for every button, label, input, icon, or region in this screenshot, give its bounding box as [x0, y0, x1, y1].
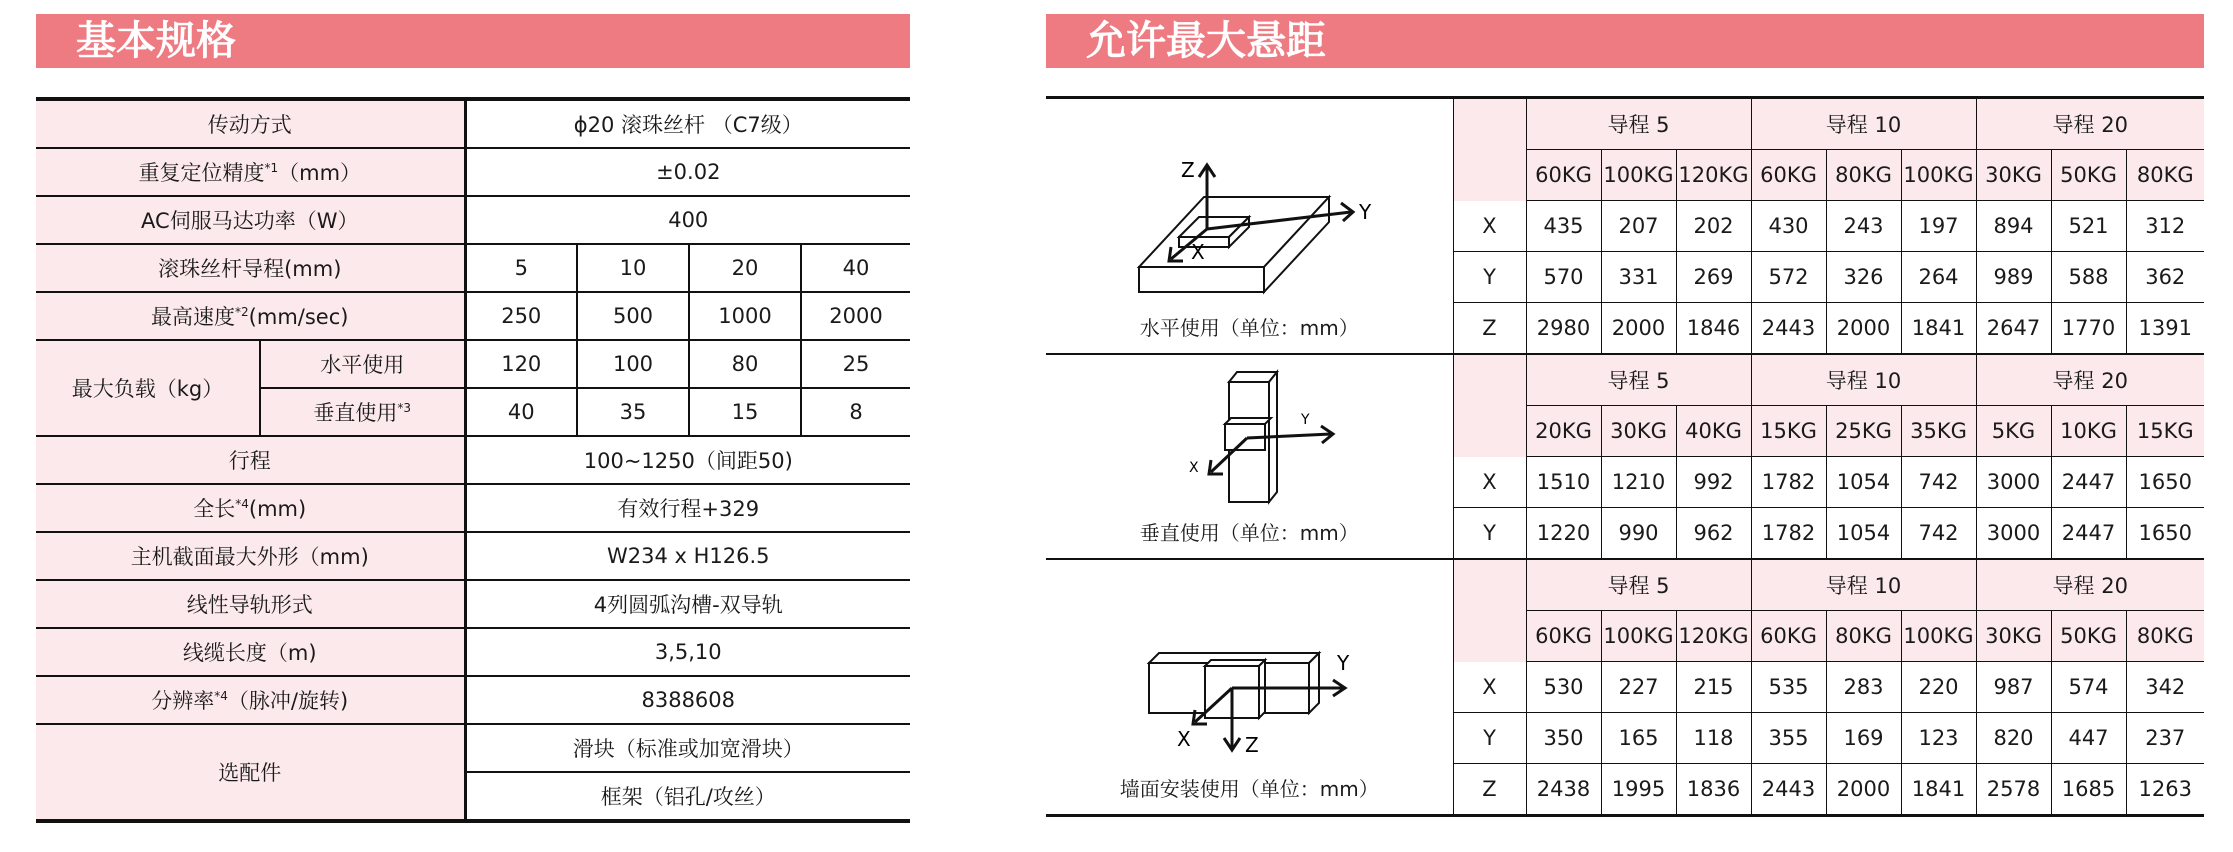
header-spacer	[1453, 559, 1526, 662]
spec-value: 1000	[689, 292, 801, 340]
spec-label-text: 重复定位精度	[138, 161, 265, 185]
value-cell: 1846	[1676, 303, 1751, 355]
spec-row-drive	[36, 99, 910, 148]
wall-lead-row	[1046, 559, 2204, 611]
wall-diagram-cell	[1046, 559, 1453, 816]
y-axis-label: Y	[1301, 412, 1310, 428]
value-cell: 312	[2126, 201, 2204, 252]
overhang-title-banner	[1046, 14, 2204, 68]
load-header: 100KG	[1901, 611, 1976, 662]
value-cell: 430	[1751, 201, 1826, 252]
footnote-mark: *4	[214, 689, 228, 703]
value-cell: 1685	[2051, 764, 2126, 816]
vertical-lead-row	[1046, 354, 2204, 406]
value-cell: 197	[1901, 201, 1976, 252]
value-cell: 283	[1826, 662, 1901, 713]
value-cell: 207	[1601, 201, 1676, 252]
value-cell: 243	[1826, 201, 1901, 252]
value-cell: 3000	[1976, 508, 2051, 560]
value-cell: 992	[1676, 457, 1751, 508]
value-cell: 1782	[1751, 457, 1826, 508]
spec-label: 线缆长度（m)	[36, 628, 465, 676]
spec-label-text: 最高速度	[151, 305, 236, 329]
value-cell: 1210	[1601, 457, 1676, 508]
value-cell: 987	[1976, 662, 2051, 713]
value-cell: 1841	[1901, 764, 1976, 816]
lead-header: 导程 20	[1976, 559, 2204, 611]
vertical-diagram-cell	[1046, 354, 1453, 559]
value-cell: 2443	[1751, 764, 1826, 816]
z-axis-label: Z	[1181, 158, 1195, 182]
value-cell: 2647	[1976, 303, 2051, 355]
spec-label	[36, 148, 465, 196]
spec-label: 线性导轨形式	[36, 580, 465, 628]
footnote-mark: *4	[235, 497, 249, 511]
value-cell: 588	[2051, 252, 2126, 303]
load-header: 100KG	[1901, 150, 1976, 201]
value-cell: 118	[1676, 713, 1751, 764]
value-cell: 521	[2051, 201, 2126, 252]
spec-value: 4列圆弧沟槽-双导轨	[465, 580, 910, 628]
axis-cell: Y	[1453, 713, 1526, 764]
spec-label-text: 全长	[193, 497, 236, 521]
spec-value: 250	[465, 292, 577, 340]
value-cell: 202	[1676, 201, 1751, 252]
lead-header: 导程 10	[1751, 98, 1976, 150]
lead-header: 导程 10	[1751, 354, 1976, 406]
value-cell: 1391	[2126, 303, 2204, 355]
value-cell: 1220	[1526, 508, 1601, 560]
spec-row-stroke	[36, 436, 910, 484]
load-header: 30KG	[1976, 611, 2051, 662]
spec-value: 20	[689, 244, 801, 292]
value-cell: 326	[1826, 252, 1901, 303]
axis-cell: Y	[1453, 508, 1526, 560]
axis-cell: Y	[1453, 252, 1526, 303]
value-cell: 2000	[1601, 303, 1676, 355]
load-header: 60KG	[1751, 611, 1826, 662]
value-cell: 331	[1601, 252, 1676, 303]
vertical-caption: 垂直使用（单位：mm）	[1139, 521, 1359, 545]
lead-header: 导程 5	[1526, 559, 1751, 611]
load-header: 35KG	[1901, 406, 1976, 457]
overhang-title: 允许最大悬距	[1086, 18, 1326, 64]
value-cell: 1995	[1601, 764, 1676, 816]
value-cell: 1836	[1676, 764, 1751, 816]
spec-value: 有效行程+329	[465, 484, 910, 532]
value-cell: 2980	[1526, 303, 1601, 355]
spec-value: 500	[577, 292, 689, 340]
load-header: 50KG	[2051, 611, 2126, 662]
x-axis-label: X	[1191, 240, 1205, 264]
value-cell: 570	[1526, 252, 1601, 303]
load-header: 10KG	[2051, 406, 2126, 457]
value-cell: 1782	[1751, 508, 1826, 560]
value-cell: 2000	[1826, 764, 1901, 816]
spec-value: ϕ20 滚珠丝杆 （C7级）	[465, 99, 910, 148]
spec-row-guide	[36, 580, 910, 628]
spec-label: 滚珠丝杆导程(mm)	[36, 244, 465, 292]
load-header: 80KG	[1826, 611, 1901, 662]
value-cell: 990	[1601, 508, 1676, 560]
spec-value: 5	[465, 244, 577, 292]
value-cell: 165	[1601, 713, 1676, 764]
value-cell: 169	[1826, 713, 1901, 764]
axis-cell: X	[1453, 457, 1526, 508]
spec-unit: (mm/sec)	[248, 305, 349, 329]
spec-value: 2000	[801, 292, 910, 340]
y-axis-label: Y	[1337, 651, 1350, 675]
value-cell: 1510	[1526, 457, 1601, 508]
spec-value: 框架（铝孔/攻丝）	[600, 785, 776, 809]
spec-table	[36, 97, 910, 823]
load-header: 120KG	[1676, 611, 1751, 662]
z-axis-label: Z	[1245, 733, 1259, 757]
value-cell: 123	[1901, 713, 1976, 764]
horizontal-lead-row	[1046, 98, 2204, 150]
y-axis-label: Y	[1359, 200, 1372, 224]
wall-diagram	[1119, 608, 1379, 768]
value-cell: 1054	[1826, 457, 1901, 508]
value-cell: 3000	[1976, 457, 2051, 508]
value-cell: 2000	[1826, 303, 1901, 355]
spec-row-lead	[36, 244, 910, 292]
spec-value: 40	[465, 388, 577, 436]
value-cell: 820	[1976, 713, 2051, 764]
x-axis-label: X	[1189, 460, 1199, 476]
spec-label: 主机截面最大外形（mm)	[36, 532, 465, 580]
load-header: 50KG	[2051, 150, 2126, 201]
load-header: 60KG	[1751, 150, 1826, 201]
spec-value: 100~1250（间距50)	[465, 436, 910, 484]
load-header: 30KG	[1976, 150, 2051, 201]
load-header: 60KG	[1526, 611, 1601, 662]
value-cell: 894	[1976, 201, 2051, 252]
lead-header: 导程 20	[1976, 354, 2204, 406]
spec-unit: （脉冲/旋转)	[227, 689, 349, 713]
value-cell: 989	[1976, 252, 2051, 303]
value-cell: 237	[2126, 713, 2204, 764]
spec-row-speed	[36, 292, 910, 340]
value-cell: 269	[1676, 252, 1751, 303]
value-cell: 447	[2051, 713, 2126, 764]
spec-row-cable	[36, 628, 910, 676]
load-header: 80KG	[2126, 150, 2204, 201]
spec-label	[36, 484, 465, 532]
footnote-mark: *2	[235, 305, 249, 319]
spec-value: W234 x H126.5	[465, 532, 910, 580]
spec-value: 120	[465, 340, 577, 388]
spec-label: 行程	[36, 436, 465, 484]
spec-value: 35	[577, 388, 689, 436]
spec-value: 80	[689, 340, 801, 388]
axis-cell: Z	[1453, 303, 1526, 355]
value-cell: 2447	[2051, 508, 2126, 560]
spec-label: 最大负载（kg）	[36, 340, 260, 436]
spec-value: 滑块（标准或加宽滑块）	[465, 724, 910, 772]
horizontal-diagram-cell	[1046, 98, 1453, 355]
header-spacer	[1453, 98, 1526, 201]
value-cell: 1770	[2051, 303, 2126, 355]
header-spacer	[1453, 354, 1526, 457]
spec-row-repeat	[36, 148, 910, 196]
spec-value: 100	[577, 340, 689, 388]
load-header: 120KG	[1676, 150, 1751, 201]
axis-cell: X	[1453, 201, 1526, 252]
spec-label-text: 分辨率	[151, 689, 215, 713]
load-header: 60KG	[1526, 150, 1601, 201]
spec-row-section	[36, 532, 910, 580]
load-header: 25KG	[1826, 406, 1901, 457]
spec-label: AC伺服马达功率（W）	[36, 196, 465, 244]
value-cell: 350	[1526, 713, 1601, 764]
value-cell: 215	[1676, 662, 1751, 713]
load-header: 80KG	[1826, 150, 1901, 201]
value-cell: 574	[2051, 662, 2126, 713]
spec-value: 25	[801, 340, 910, 388]
spec-label	[36, 292, 465, 340]
spec-row-motor	[36, 196, 910, 244]
load-header: 40KG	[1676, 406, 1751, 457]
x-axis-label: X	[1177, 727, 1191, 751]
load-header: 100KG	[1601, 150, 1676, 201]
footnote-mark: *3	[397, 401, 412, 415]
load-header: 15KG	[2126, 406, 2204, 457]
spec-row-resolution	[36, 676, 910, 724]
spec-value: 8	[801, 388, 910, 436]
spec-value: 10	[577, 244, 689, 292]
spec-value: 15	[689, 388, 801, 436]
spec-title-banner	[36, 14, 910, 68]
wall-caption: 墙面安装使用（单位：mm）	[1119, 777, 1379, 801]
value-cell: 572	[1751, 252, 1826, 303]
value-cell: 435	[1526, 201, 1601, 252]
value-cell: 742	[1901, 508, 1976, 560]
spec-value: 40	[801, 244, 910, 292]
value-cell: 362	[2126, 252, 2204, 303]
value-cell: 355	[1751, 713, 1826, 764]
load-header: 15KG	[1751, 406, 1826, 457]
spec-row-length	[36, 484, 910, 532]
footnote-mark: *1	[264, 161, 279, 175]
value-cell: 530	[1526, 662, 1601, 713]
spec-label	[36, 676, 465, 724]
value-cell: 1841	[1901, 303, 1976, 355]
spec-unit: （mm）	[278, 161, 362, 185]
load-header: 20KG	[1526, 406, 1601, 457]
spec-row-options-1	[36, 724, 910, 772]
spec-value: 8388608	[465, 676, 910, 724]
lead-header: 导程 5	[1526, 98, 1751, 150]
spec-unit: (mm)	[248, 497, 307, 521]
spec-label: 传动方式	[36, 99, 465, 148]
value-cell: 342	[2126, 662, 2204, 713]
load-header: 100KG	[1601, 611, 1676, 662]
value-cell: 1263	[2126, 764, 2204, 816]
value-cell: 227	[1601, 662, 1676, 713]
value-cell: 2447	[2051, 457, 2126, 508]
value-cell: 962	[1676, 508, 1751, 560]
overhang-table	[1046, 96, 2204, 817]
value-cell: 1650	[2126, 457, 2204, 508]
lead-header: 导程 10	[1751, 559, 1976, 611]
spec-label: 选配件	[36, 724, 465, 821]
value-cell: 1054	[1826, 508, 1901, 560]
value-cell: 1650	[2126, 508, 2204, 560]
value-cell: 264	[1901, 252, 1976, 303]
spec-row-load-horizontal	[36, 340, 910, 388]
value-cell: 742	[1901, 457, 1976, 508]
load-header: 80KG	[2126, 611, 2204, 662]
value-cell: 2443	[1751, 303, 1826, 355]
horizontal-caption: 水平使用（单位：mm）	[1139, 316, 1359, 340]
axis-cell: X	[1453, 662, 1526, 713]
spec-sublabel	[260, 388, 465, 436]
value-cell: 535	[1751, 662, 1826, 713]
value-cell: 2438	[1526, 764, 1601, 816]
axis-cell: Z	[1453, 764, 1526, 816]
value-cell: 220	[1901, 662, 1976, 713]
spec-value: ±0.02	[465, 148, 910, 196]
load-header: 30KG	[1601, 406, 1676, 457]
vertical-diagram	[1119, 362, 1379, 512]
lead-header: 导程 20	[1976, 98, 2204, 150]
spec-title: 基本规格	[76, 18, 236, 64]
spec-sublabel: 水平使用	[260, 340, 465, 388]
lead-header: 导程 5	[1526, 354, 1751, 406]
horizontal-diagram	[1119, 137, 1379, 307]
value-cell: 2578	[1976, 764, 2051, 816]
load-header: 5KG	[1976, 406, 2051, 457]
spec-value: 3,5,10	[465, 628, 910, 676]
spec-label-text: 垂直使用	[313, 401, 398, 425]
spec-value: 400	[465, 196, 910, 244]
